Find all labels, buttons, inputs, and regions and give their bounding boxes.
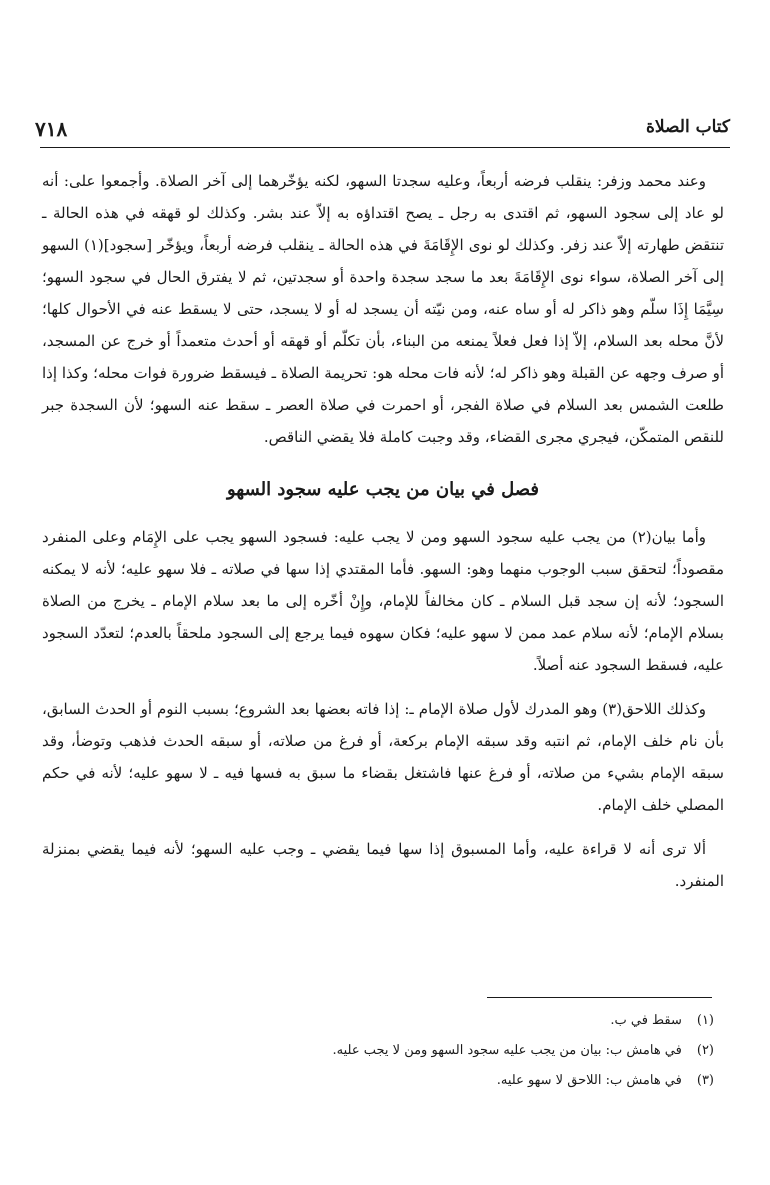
paragraph: ألا ترى أنه لا قراءة عليه، وأما المسبوق إذا سها فيما يقضي ـ وجب عليه السهو؛ لأنه فيما يقضي بمنزلة المنفرد. — [42, 840, 724, 890]
page-header — [35, 117, 730, 143]
footnote-number: (٣) — [696, 1073, 714, 1088]
footnote-item — [194, 1066, 714, 1096]
paragraph: وأما بيان(٢) من يجب عليه سجود السهو ومن لا يجب عليه: فسجود السهو يجب على الإِمَام وعلى المنفرد مقصوداً؛ لتحقق سبب الوجوب منهما وهو: السهو. فأما المقتدي إذا سها في صلاته ـ فلا سهو عليه؛ لأنه لا يمكنه السجود؛ لأنه إن سجد قبل السلام ـ كان مخالفاً للإمام، وإِنْ أخّره إلى ما بعد سلام الإمام ـ يخرج من الصلاة بسلام الإمام؛ لأنه سلام عمد ممن لا سهو عليه؛ فكان سهوه فيما يرجع إلى السجود ملحقاً بالعدم؛ لتعدّد السجود عليه، فسقط السجود عنه أصلاً. — [42, 528, 724, 674]
footnote-item — [194, 1006, 714, 1036]
footnote-text: في هامش ب: اللاحق لا سهو عليه. — [496, 1073, 682, 1088]
footnote-rule — [487, 997, 712, 998]
footnote-number: (١) — [696, 1013, 714, 1028]
page-number: ٧١٨ — [35, 117, 68, 141]
paragraph: وعند محمد وزفر: ينقلب فرضه أربعاً، وعليه سجدتا السهو، لكنه يؤخّرهما إلى آخر الصلاة. وأجمعوا على: أنه لو عاد إلى سجود السهو، ثم اقتدى به رجل ـ يصح اقتداؤه به إلاّ عند بشر. وكذلك لو قهقه في هذه الحالة ـ تنتقض طهارته إلاّ عند زفر. وكذلك لو نوى الإِقَامَةَ في هذه الحالة ـ ينقلب فرضه أربعاً، ويؤخّر [سجود](١) السهو إلى آخر الصلاة، سواء نوى الإِقَامَةَ بعد ما سجد سجدة واحدة أو سجدتين، ثم لا يفترق الحال في سجود السهو؛ سِيَّمَا إِذَا سلّم وهو ذاكر له أو ساه عنه، ومن نيّته أن يسجد له أو لا يسجد، حتى لا يسقط عنه في الأحوال كلها؛ لأنَّ محله بعد السلام، إلاّ إذا فعل فعلاً يمنعه من البناء، بأن تكلّم أو قهقه أو أحدث متعمداً أو خرج عن المسجد، أو صرف وجهه عن القبلة وهو ذاكر له؛ لأنه فات محله هو: تحريمة الصلاة ـ فيسقط ضرورة فوات محله؛ وكذا إذا طلعت الشمس بعد السلام في صلاة الفجر، أو احمرت في صلاة العصر ـ سقط عنه السهو؛ لأن السجدة جبر للنقص المتمكّن، فيجري مجرى القضاء، وقد وجبت كاملة فلا يقضي الناقص. — [42, 172, 724, 446]
main-text — [42, 165, 724, 897]
paragraph: وكذلك اللاحق(٣) وهو المدرك لأول صلاة الإمام ـ: إذا فاته بعضها بعد الشروع؛ بسبب النوم أو الحدث السابق، بأن نام خلف الإمام، ثم انتبه وقد سبقه الإمام بركعة، أو فرغ من صلاته، أو سبقه الحدث فذهب وتوضأ، وقد سبقه الإمام بشيء من صلاته، أو فرغ عنها فاشتغل بقضاء ما سبق به فسها فيه ـ لا سهو عليه؛ لأنه في حكم المصلي خلف الإمام. — [42, 700, 724, 814]
footnote-text: سقط في ب. — [610, 1013, 682, 1028]
header-rule — [40, 147, 730, 148]
footnote-number: (٢) — [696, 1043, 714, 1058]
footnote-item — [194, 1036, 714, 1066]
section-heading: فصل في بيان من يجب عليه سجود السهو — [226, 479, 540, 500]
footnote-text: في هامش ب: بيان من يجب عليه سجود السهو ومن لا يجب عليه. — [332, 1043, 682, 1058]
footnotes — [194, 1006, 714, 1096]
running-title: كتاب الصلاة — [645, 117, 730, 137]
